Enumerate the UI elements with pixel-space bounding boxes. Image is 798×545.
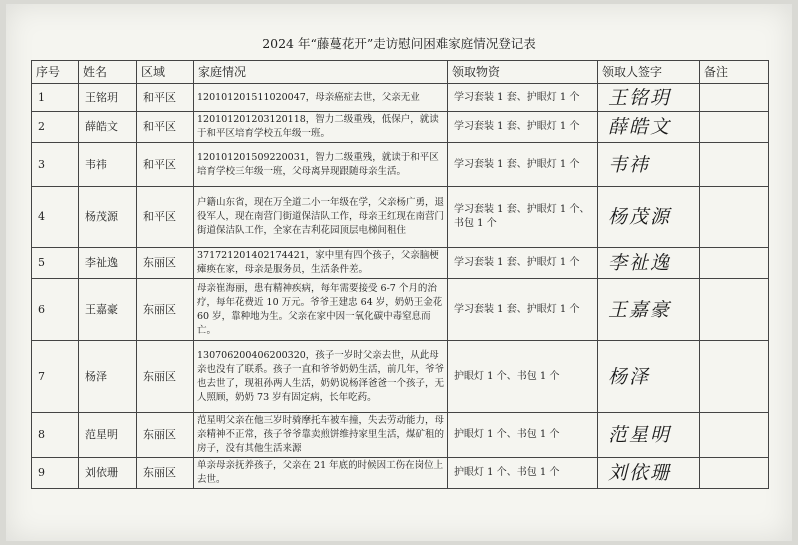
row-number: 4	[32, 187, 79, 248]
row-note	[700, 248, 769, 279]
row-family-situation: 120101201509220031，智力二级重残，就读于和平区培育学校三年级一班，父母离异现跟随母亲生活。	[194, 143, 448, 187]
row-note	[700, 187, 769, 248]
row-number: 8	[32, 413, 79, 458]
row-note	[700, 279, 769, 341]
row-signature: 杨泽	[598, 341, 700, 413]
row-number: 6	[32, 279, 79, 341]
row-area: 和平区	[137, 187, 194, 248]
row-signature: 范星明	[598, 413, 700, 458]
table-row	[32, 84, 769, 112]
row-number: 5	[32, 248, 79, 279]
row-signature: 刘依珊	[598, 458, 700, 489]
row-name: 李祉逸	[79, 248, 137, 279]
row-family-situation: 范星明父亲在他三岁时骑摩托车被车撞，失去劳动能力，母亲精神不正常，孩子爷爷靠卖煎饼维持家里生活，煤矿租的房子，没有其他生活来源	[194, 413, 448, 458]
table-row	[32, 279, 769, 341]
row-items: 学习套装 1 套、护眼灯 1 个	[448, 112, 598, 143]
header-signature: 领取人签字	[598, 61, 700, 84]
row-area: 东丽区	[137, 279, 194, 341]
row-area: 和平区	[137, 112, 194, 143]
row-family-situation: 单亲母亲抚养孩子，父亲在 21 年底的时候因工伤在岗位上去世。	[194, 458, 448, 489]
row-note	[700, 341, 769, 413]
row-area: 东丽区	[137, 413, 194, 458]
row-items: 护眼灯 1 个、书包 1 个	[448, 413, 598, 458]
header-name: 姓名	[79, 61, 137, 84]
table-row	[32, 143, 769, 187]
row-signature: 王铭玥	[598, 84, 700, 112]
header-family: 家庭情况	[194, 61, 448, 84]
row-name: 杨茂源	[79, 187, 137, 248]
table-row	[32, 187, 769, 248]
row-area: 和平区	[137, 84, 194, 112]
row-name: 杨泽	[79, 341, 137, 413]
row-name: 刘依珊	[79, 458, 137, 489]
header-note: 备注	[700, 61, 769, 84]
row-number: 7	[32, 341, 79, 413]
row-items: 护眼灯 1 个、书包 1 个	[448, 458, 598, 489]
table-row	[32, 112, 769, 143]
row-family-situation: 130706200406200320，孩子一岁时父亲去世，从此母亲也没有了联系。孩子一直和爷爷奶奶生活，前几年，爷爷也去世了，现祖孙两人生活，奶奶说杨泽爸爸一个孩子，无人照顾，奶奶 73 岁有固定病，长年吃药。	[194, 341, 448, 413]
row-name: 王铭玥	[79, 84, 137, 112]
row-signature: 王嘉豪	[598, 279, 700, 341]
row-area: 东丽区	[137, 458, 194, 489]
row-area: 和平区	[137, 143, 194, 187]
row-family-situation: 户籍山东省，现在万全道二小一年级在学，父亲杨广勇，退役军人，现在南营门街道保洁队工作，母亲王红现在南营门街道保洁队工作，全家在吉利花园顶层电梯间租住	[194, 187, 448, 248]
row-note	[700, 112, 769, 143]
table-row	[32, 413, 769, 458]
row-signature: 薛皓文	[598, 112, 700, 143]
table-row	[32, 458, 769, 489]
row-signature: 杨茂源	[598, 187, 700, 248]
row-note	[700, 413, 769, 458]
header-no: 序号	[32, 61, 79, 84]
row-items: 学习套装 1 套、护眼灯 1 个	[448, 84, 598, 112]
row-family-situation: 120101201203120118，智力二级重残，低保户，就读于和平区培育学校五年级一班。	[194, 112, 448, 143]
row-name: 薛皓文	[79, 112, 137, 143]
row-family-situation: 371721201402174421，家中里有四个孩子，父亲脑梗瘫痪在家，母亲是服务员，生活条件差。	[194, 248, 448, 279]
row-name: 韦祎	[79, 143, 137, 187]
row-name: 王嘉豪	[79, 279, 137, 341]
row-number: 3	[32, 143, 79, 187]
row-signature: 韦祎	[598, 143, 700, 187]
row-items: 护眼灯 1 个、书包 1 个	[448, 341, 598, 413]
row-area: 东丽区	[137, 248, 194, 279]
header-items: 领取物资	[448, 61, 598, 84]
row-number: 1	[32, 84, 79, 112]
row-area: 东丽区	[137, 341, 194, 413]
table-row	[32, 248, 769, 279]
row-family-situation: 母亲崔海丽，患有精神疾病，每年需要接受 6-7 个月的治疗，每年花费近 10 万元。爷爷王建忠 64 岁，奶奶王金花 60 岁，靠种地为生。父亲在家中因一氧化碳中毒窒息而亡。	[194, 279, 448, 341]
row-note	[700, 143, 769, 187]
table-header-row	[32, 61, 769, 84]
row-signature: 李祉逸	[598, 248, 700, 279]
row-items: 学习套装 1 套、护眼灯 1 个	[448, 143, 598, 187]
row-family-situation: 120101201511020047，母亲癌症去世，父亲无业	[194, 84, 448, 112]
registration-table	[31, 60, 769, 489]
row-number: 9	[32, 458, 79, 489]
document-title: 2024 年“藤蔓花开”走访慰问困难家庭情况登记表	[262, 36, 536, 51]
row-note	[700, 84, 769, 112]
row-items: 学习套装 1 套、护眼灯 1 个	[448, 248, 598, 279]
table-row	[32, 341, 769, 413]
row-number: 2	[32, 112, 79, 143]
row-name: 范星明	[79, 413, 137, 458]
row-items: 学习套装 1 套、护眼灯 1 个	[448, 279, 598, 341]
header-area: 区域	[137, 61, 194, 84]
row-items: 学习套装 1 套、护眼灯 1 个、书包 1 个	[448, 187, 598, 248]
row-note	[700, 458, 769, 489]
